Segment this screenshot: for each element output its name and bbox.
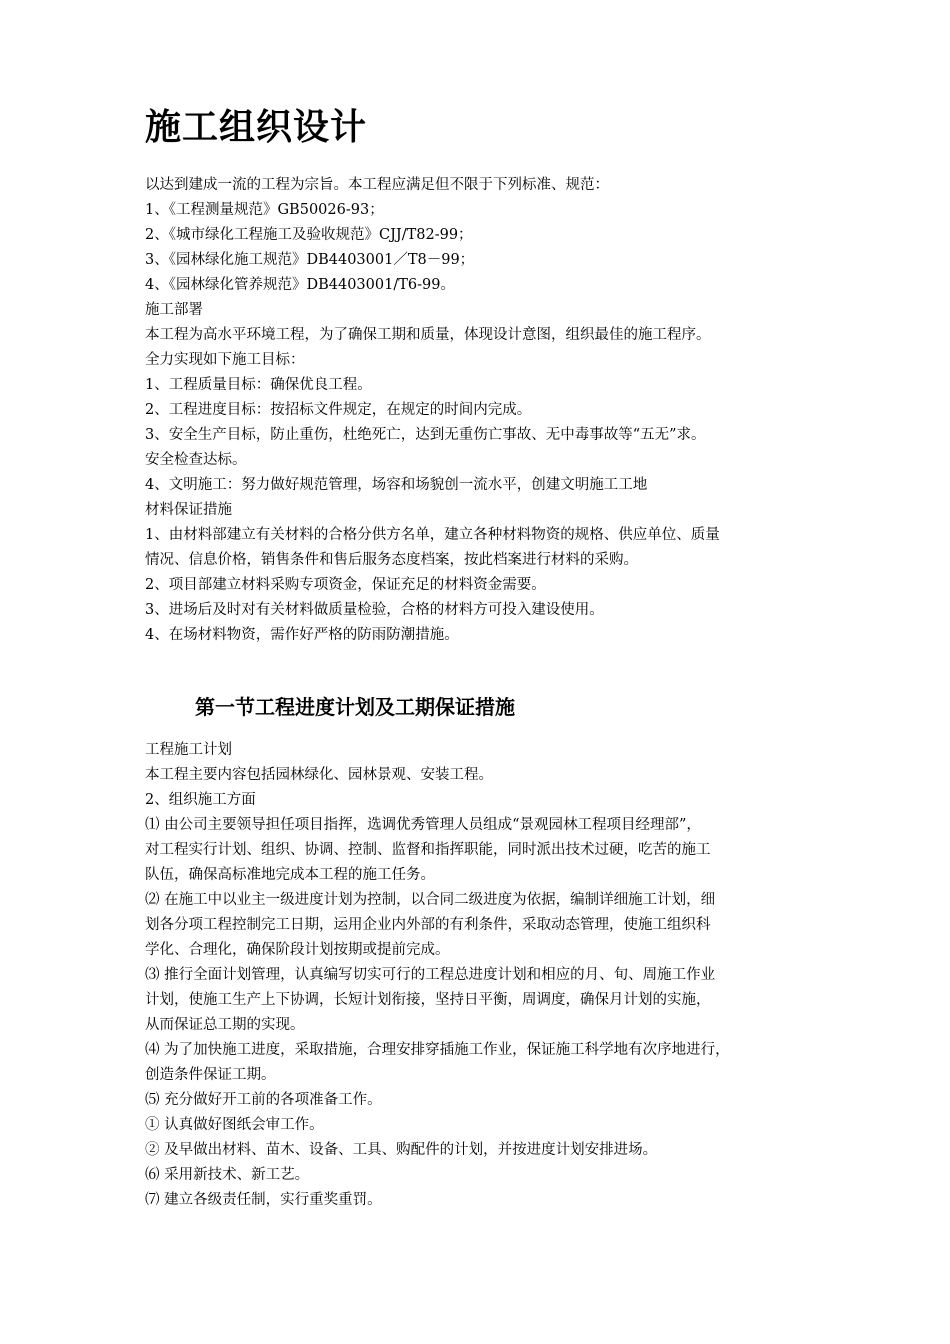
paragraph-line: 计划，使施工生产上下协调，长短计划衔接，坚持日平衡，周调度，确保月计划的实施， [145, 992, 711, 1008]
document-title: 施工组织设计 [145, 107, 368, 148]
paragraph-line: 2、工程进度目标：按招标文件规定，在规定的时间内完成。 [145, 402, 532, 418]
paragraph-line: ⑸ 充分做好开工前的各项准备工作。 [145, 1092, 382, 1108]
paragraph-line: 以达到建成一流的工程为宗旨。本工程应满足但不限于下列标准、规范： [145, 177, 609, 193]
subheading-line: 材料保证措施 [145, 502, 232, 518]
paragraph-line: ② 及早做出材料、苗木、设备、工具、购配件的计划，并按进度计划安排进场。 [145, 1142, 658, 1158]
paragraph-line: 创造条件保证工期。 [145, 1067, 276, 1083]
paragraph-line: 1、由材料部建立有关材料的合格分供方名单，建立各种材料物资的规格、供应单位、质量 [145, 527, 720, 543]
paragraph-line: 2、组织施工方面 [145, 792, 256, 808]
paragraph-line: 对工程实行计划、组织、协调、控制、监督和指挥职能，同时派出技术过硬，吃苦的施工 [145, 842, 711, 858]
subheading-line: 施工部署 [145, 302, 203, 318]
section-heading: 第一节工程进度计划及工期保证措施 [195, 695, 515, 719]
paragraph-line: ⑹ 采用新技术、新工艺。 [145, 1167, 310, 1183]
paragraph-line: 全力实现如下施工目标： [145, 352, 305, 368]
paragraph-line: 3、《园林绿化施工规范》DB4403001／T8－99； [145, 252, 475, 268]
section1-body [145, 173, 825, 648]
subheading-line: 工程施工计划 [145, 742, 232, 758]
paragraph-line: 2、项目部建立材料采购专项资金，保证充足的材料资金需要。 [145, 577, 546, 593]
section2-body [145, 738, 825, 1213]
paragraph-line: 3、进场后及时对有关材料做质量检验，合格的材料方可投入建设使用。 [145, 602, 604, 618]
paragraph-line: 本工程主要内容包括园林绿化、园林景观、安装工程。 [145, 767, 493, 783]
paragraph-line: 4、在场材料物资，需作好严格的防雨防潮措施。 [145, 627, 459, 643]
paragraph-line: ① 认真做好图纸会审工作。 [145, 1117, 324, 1133]
paragraph-line: 从而保证总工期的实现。 [145, 1017, 305, 1033]
paragraph-line: 3、安全生产目标，防止重伤，杜绝死亡，达到无重伤亡事故、无中毒事故等“五无”求。 [145, 427, 706, 443]
paragraph-line: 1、工程质量目标：确保优良工程。 [145, 377, 372, 393]
paragraph-line: 学化、合理化，确保阶段计划按期或提前完成。 [145, 942, 450, 958]
paragraph-line: 2、《城市绿化工程施工及验收规范》CJJ/T82-99； [145, 227, 473, 243]
paragraph-line: 1、《工程测量规范》GB50026-93； [145, 202, 384, 218]
paragraph-line: 队伍，确保高标准地完成本工程的施工任务。 [145, 867, 435, 883]
paragraph-line: ⑷ 为了加快施工进度，采取措施，合理安排穿插施工作业，保证施工科学地有次序地进行， [145, 1042, 730, 1058]
paragraph-line: ⑶ 推行全面计划管理，认真编写切实可行的工程总进度计划和相应的月、旬、周施工作业 [145, 967, 716, 983]
paragraph-line: 划各分项工程控制完工日期，运用企业内外部的有利条件，采取动态管理，使施工组织科 [145, 917, 711, 933]
paragraph-line: 安全检查达标。 [145, 452, 247, 468]
paragraph-line: ⑺ 建立各级责任制，实行重奖重罚。 [145, 1192, 382, 1208]
paragraph-line: 情况、信息价格，销售条件和售后服务态度档案，按此档案进行材料的采购。 [145, 552, 638, 568]
paragraph-line: 4、文明施工：努力做好规范管理，场容和场貌创一流水平，创建文明施工工地 [145, 477, 648, 493]
paragraph-line: ⑴ 由公司主要领导担任项目指挥，选调优秀管理人员组成“景观园林工程项目经理部”， [145, 817, 701, 833]
paragraph-line: ⑵ 在施工中以业主一级进度计划为控制，以合同二级进度为依据，编制详细施工计划，细 [145, 892, 716, 908]
paragraph-line: 本工程为高水平环境工程，为了确保工期和质量，体现设计意图，组织最佳的施工程序。 [145, 327, 711, 343]
paragraph-line: 4、《园林绿化管养规范》DB4403001/T6-99。 [145, 277, 455, 293]
